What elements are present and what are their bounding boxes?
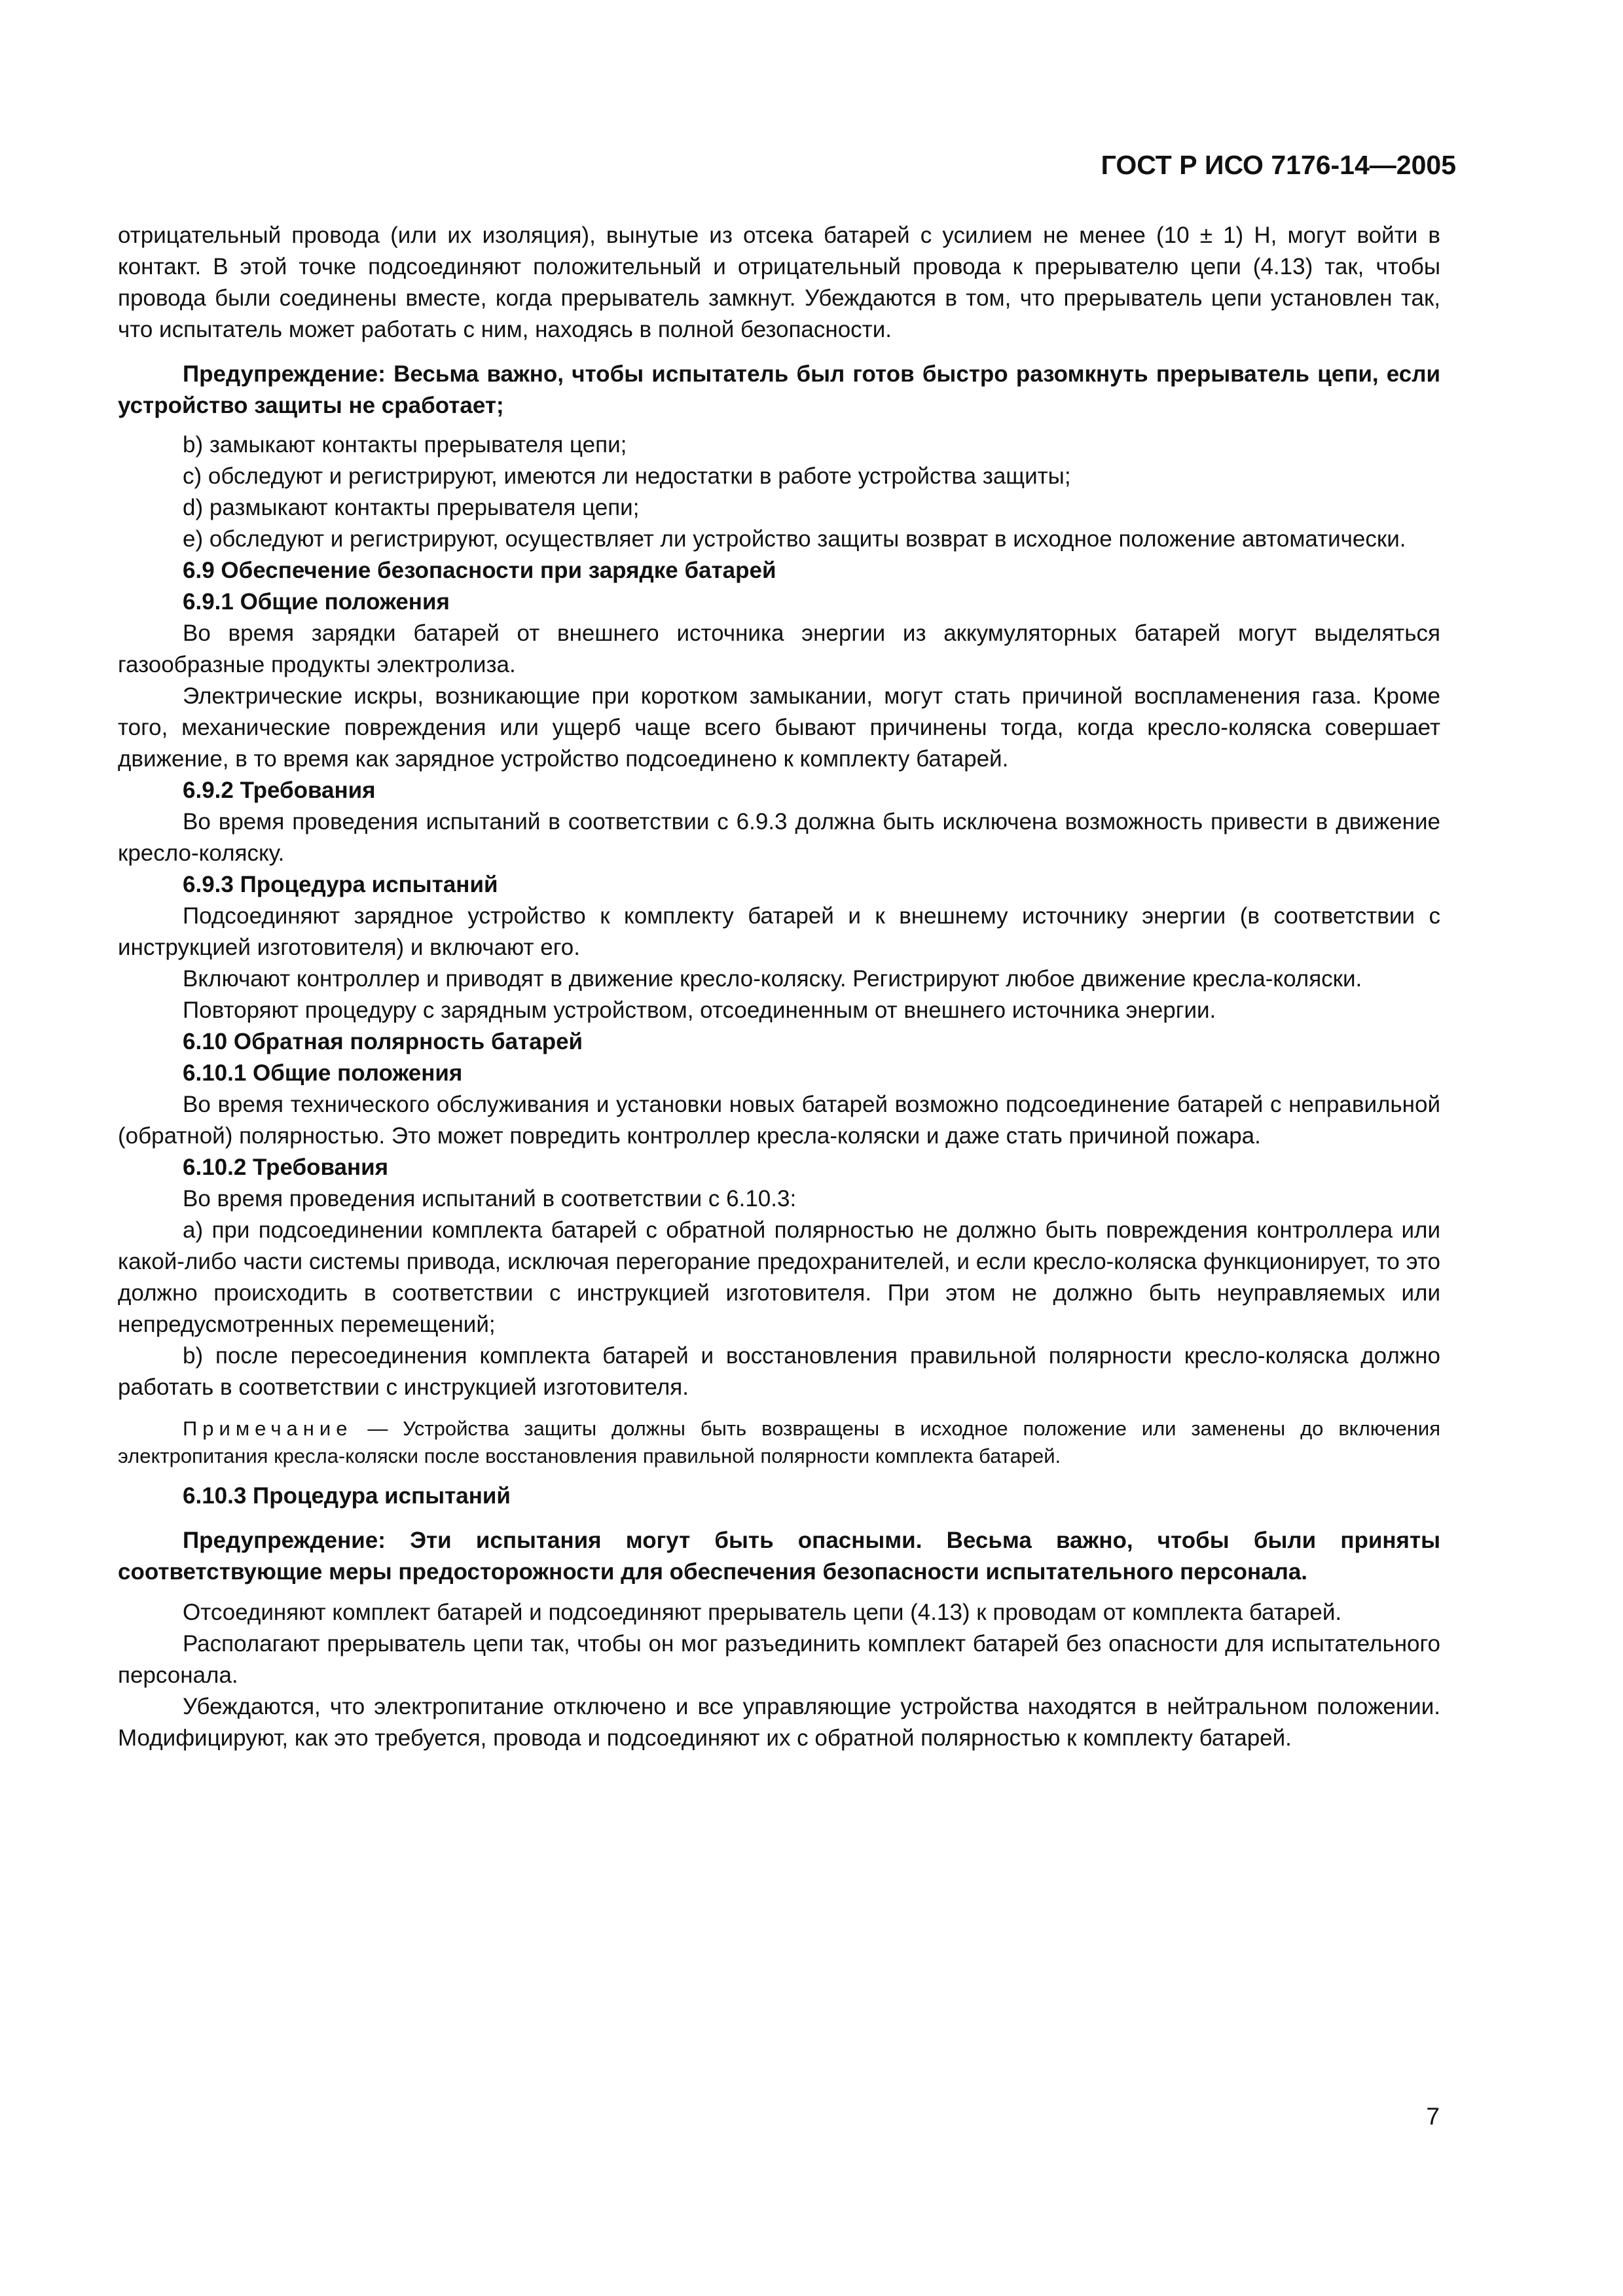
paragraph-6-9-3-b: Включают контроллер и приводят в движение кресло-коляску. Регистрируют любое движение кресла-коляски. xyxy=(183,966,1362,992)
paragraph-6-9-1-b: Электрические искры, возникающие при коротком замыкании, могут стать причиной воспламенения газа. Кроме того, механические повреждения или ущерб чаще всего бывают причинены тогда, когда кресло-коляска совершает движение, в то время как зарядное устройство подсоединено к комплекту батарей. xyxy=(118,683,1440,772)
list-item-e: e) обследуют и регистрируют, осуществляет ли устройство защиты возврат в исходное положение автоматически. xyxy=(183,526,1406,552)
paragraph-6-9-2: Во время проведения испытаний в соответствии с 6.9.3 должна быть исключена возможность привести в движение кресло-коляску. xyxy=(118,809,1440,866)
paragraph-6-9-3-a: Подсоединяют зарядное устройство к комплекту батарей и к внешнему источнику энергии (в соответствии с инструкцией изготовителя) и включают его. xyxy=(118,903,1440,960)
list-item-c: c) обследуют и регистрируют, имеются ли недостатки в работе устройства защиты; xyxy=(183,463,1071,489)
section-heading-6-10: 6.10 Обратная полярность батарей xyxy=(183,1029,583,1054)
section-heading-6-9-3: 6.9.3 Процедура испытаний xyxy=(183,872,498,897)
section-heading-6-9-1: 6.9.1 Общие положения xyxy=(183,589,450,615)
page-number: 7 xyxy=(1426,2103,1440,2130)
list-item-d: d) размыкают контакты прерывателя цепи; xyxy=(183,495,640,520)
section-heading-6-9: 6.9 Обеспечение безопасности при зарядке батарей xyxy=(183,558,776,583)
note-label: Примечание xyxy=(183,1417,353,1440)
section-heading-6-10-3: 6.10.3 Процедура испытаний xyxy=(183,1483,511,1509)
paragraph-6-10-1: Во время технического обслуживания и установки новых батарей возможно подсоединение батарей с неправильной (обратной) полярностью. Это может повредить контроллер кресла-коляски и даже стать причиной пожара. xyxy=(118,1092,1440,1149)
section-heading-6-9-2: 6.9.2 Требования xyxy=(183,778,376,803)
list-item-b: b) замыкают контакты прерывателя цепи; xyxy=(183,432,627,457)
paragraph-6-10-3-b: Располагают прерыватель цепи так, чтобы он мог разъединить комплект батарей без опасности для испытательного персонала. xyxy=(118,1631,1440,1688)
paragraph-6-10-2: Во время проведения испытаний в соответствии с 6.10.3: xyxy=(183,1186,797,1211)
section-heading-6-10-1: 6.10.1 Общие положения xyxy=(183,1060,463,1086)
note-paragraph xyxy=(118,1415,1440,1470)
paragraph-continuation: отрицательный провода (или их изоляция), вынутые из отсека батарей с усилием не менее (10 ± 1) Н, могут войти в контакт. В этой точке подсоединяют положительный и отрицательный провода к прерывателю цепи (4.13) так, чтобы провода были соединены вместе, когда прерыватель замкнут. Убеждаются в том, что прерыватель цепи установлен так, что испытатель может работать с ним, находясь в полной безопасности. xyxy=(118,223,1440,342)
list-item-b2: b) после пересоединения комплекта батарей и восстановления правильной полярности кресло-коляска должно работать в соответствии с инструкцией изготовителя. xyxy=(118,1343,1440,1400)
standard-header: ГОСТ Р ИСО 7176-14—2005 xyxy=(1101,150,1456,180)
paragraph-6-10-3-c: Убеждаются, что электропитание отключено и все управляющие устройства находятся в нейтральном положении. Модифицируют, как это требуется, провода и подсоединяют их с обратной полярностью к комплекту батарей. xyxy=(118,1694,1440,1751)
list-item-a2: а) при подсоединении комплекта батарей с обратной полярностью не должно быть повреждения контроллера или какой-либо части системы привода, исключая перегорание предохранителей, и если кресло-коляска функционирует, то это должно происходить в соответствии с инструкцией изготовителя. При этом не должно быть неуправляемых или непредусмотренных перемещений; xyxy=(118,1217,1440,1337)
paragraph-6-9-1-a: Во время зарядки батарей от внешнего источника энергии из аккумуляторных батарей могут выделяться газообразные продукты электролиза. xyxy=(118,620,1440,677)
paragraph-6-10-3-a: Отсоединяют комплект батарей и подсоединяют прерыватель цепи (4.13) к проводам от комплекта батарей. xyxy=(183,1600,1342,1625)
note-text: — Устройства защиты должны быть возвращены в исходное положение или заменены до включения электропитания кресла-коляски после восстановления правильной полярности комплекта батарей. xyxy=(118,1417,1440,1467)
warning-paragraph: Предупреждение: Весьма важно, чтобы испытатель был готов быстро разомкнуть прерыватель цепи, если устройство защиты не сработает; xyxy=(118,361,1440,418)
paragraph-6-9-3-c: Повторяют процедуру с зарядным устройством, отсоединенным от внешнего источника энергии. xyxy=(183,997,1216,1023)
warning-paragraph-2: Предупреждение: Эти испытания могут быть опасными. Весьма важно, чтобы были приняты соответствующие меры предосторожности для обеспечения безопасности испытательного персонала. xyxy=(118,1528,1440,1585)
document-body xyxy=(118,220,1440,1754)
section-heading-6-10-2: 6.10.2 Требования xyxy=(183,1155,389,1180)
